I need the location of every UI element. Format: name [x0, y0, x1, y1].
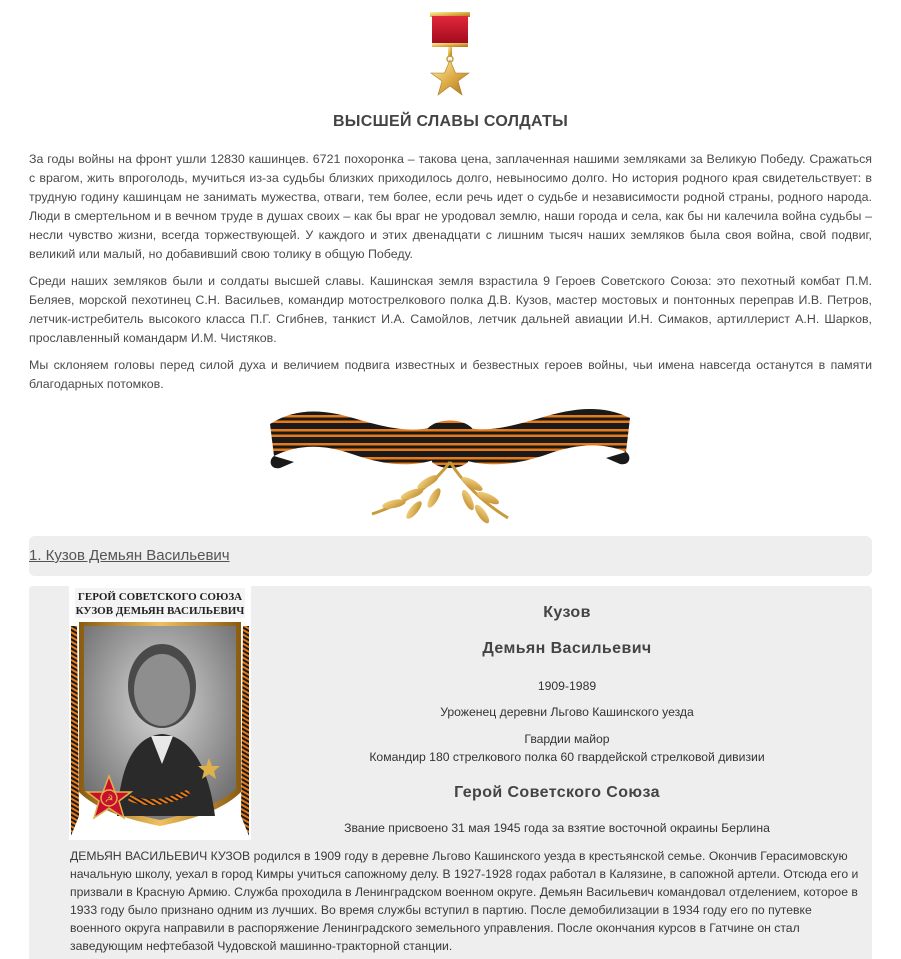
- svg-text:☭: ☭: [104, 794, 114, 805]
- hero-surname: Кузов: [543, 604, 591, 621]
- hero-accordion-link[interactable]: 1. Кузов Демьян Васильевич: [29, 547, 230, 564]
- hero-rank: Гвардии майор: [524, 732, 610, 746]
- page-title: ВЫСШЕЙ СЛАВЫ СОЛДАТЫ: [332, 113, 569, 130]
- portrait-banner-line: КУЗОВ ДЕМЬЯН ВАСИЛЬЕВИЧ: [75, 605, 245, 617]
- hero-years: 1909-1989: [537, 679, 597, 693]
- hero-command: Командир 180 стрелкового полка 60 гвардейской стрелковой дивизии: [369, 750, 765, 764]
- gold-star-medal-icon: [426, 10, 474, 98]
- intro-paragraph: За годы войны на фронт ушли 12830 кашинцев. 6721 похоронка – такова цена, заплаченная нашими земляками за Великую Победу. Сражаться с врагом, жить впроголодь, мучиться из-за судьбы близких приходилось долго, невыносимо долго. Но история родного края свидетельствует: в трудную годину кашинцам не занимать мужества, отваги, тем более, если речь идет о судьбе и независимости родной страны, родного народа. Люди в смертельном и в вечном труде в душах своих – как бы враг не уродовал землю, наши города и села, как бы ни калечила война судьбы – несли чувство жизни, всегда торжествующей. У каждого и этих двенадцати с лишним тысяч наших земляков была своя война, свой подвиг, великий или малый, но добавивший свою толику в общую Победу.: [29, 152, 872, 261]
- hero-biography: ДЕМЬЯН ВАСИЛЬЕВИЧ КУЗОВ родился в 1909 году в деревне Льгово Кашинского уезда в крестьянской семье. Окончив Герасимовскую начальную школу, уехал в город Кимры учиться сапожному делу. В 1927-1928 годах работал в Калязине, в сапожной артели. Отсюда его и призвали в Красную Армию. Служба проходила в Ленинградском военном округе. Демьян Васильевич командовал отделением, которое в 1933 году было признано одним из лучших. Во время службы вступил в партию. После демобилизации в 1934 году его по путевке военного округа направили в распоряжение Ленинградского земельного управления. После окончания курсов в Гатчине он стал заведующим нефтебазой Чудовской машинно-тракторной станции.: [70, 849, 859, 953]
- st-george-ribbon-icon: [268, 398, 632, 528]
- hero-name: Демьян Васильевич: [482, 640, 652, 657]
- portrait-banner-line: ГЕРОЙ СОВЕТСКОГО СОЮЗА: [77, 591, 243, 603]
- intro-paragraph: Мы склоняем головы перед силой духа и величием подвига известных и безвестных героев войны, чьи имена навсегда останутся в памяти благодарных потомков.: [29, 358, 872, 391]
- hero-award: Звание присвоено 31 мая 1945 года за взятие восточной окраины Берлина: [344, 821, 770, 835]
- hero-title: Герой Советского Союза: [454, 784, 660, 801]
- accordion-header[interactable]: [29, 536, 872, 576]
- hero-portrait-image: [69, 586, 251, 840]
- hero-birthplace: Уроженец деревни Льгово Кашинского уезда: [440, 705, 694, 719]
- intro-text: [29, 150, 872, 402]
- intro-paragraph: Среди наших земляков были и солдаты высшей славы. Кашинская земля взрастила 9 Героев Советского Союза: это пехотный комбат П.М. Беляев, морской пехотинец С.Н. Васильев, командир мотострелкового полка Д.В. Кузов, мастер мостовых и понтонных переправ И.В. Петров, летчик-истребитель высокого класса П.Г. Сгибнев, танкист И.А. Самойлов, летчик дальней авиации И.Н. Симаков, артиллерист А.Н. Шарков, прославленный командарм И.М. Чистяков.: [29, 274, 872, 345]
